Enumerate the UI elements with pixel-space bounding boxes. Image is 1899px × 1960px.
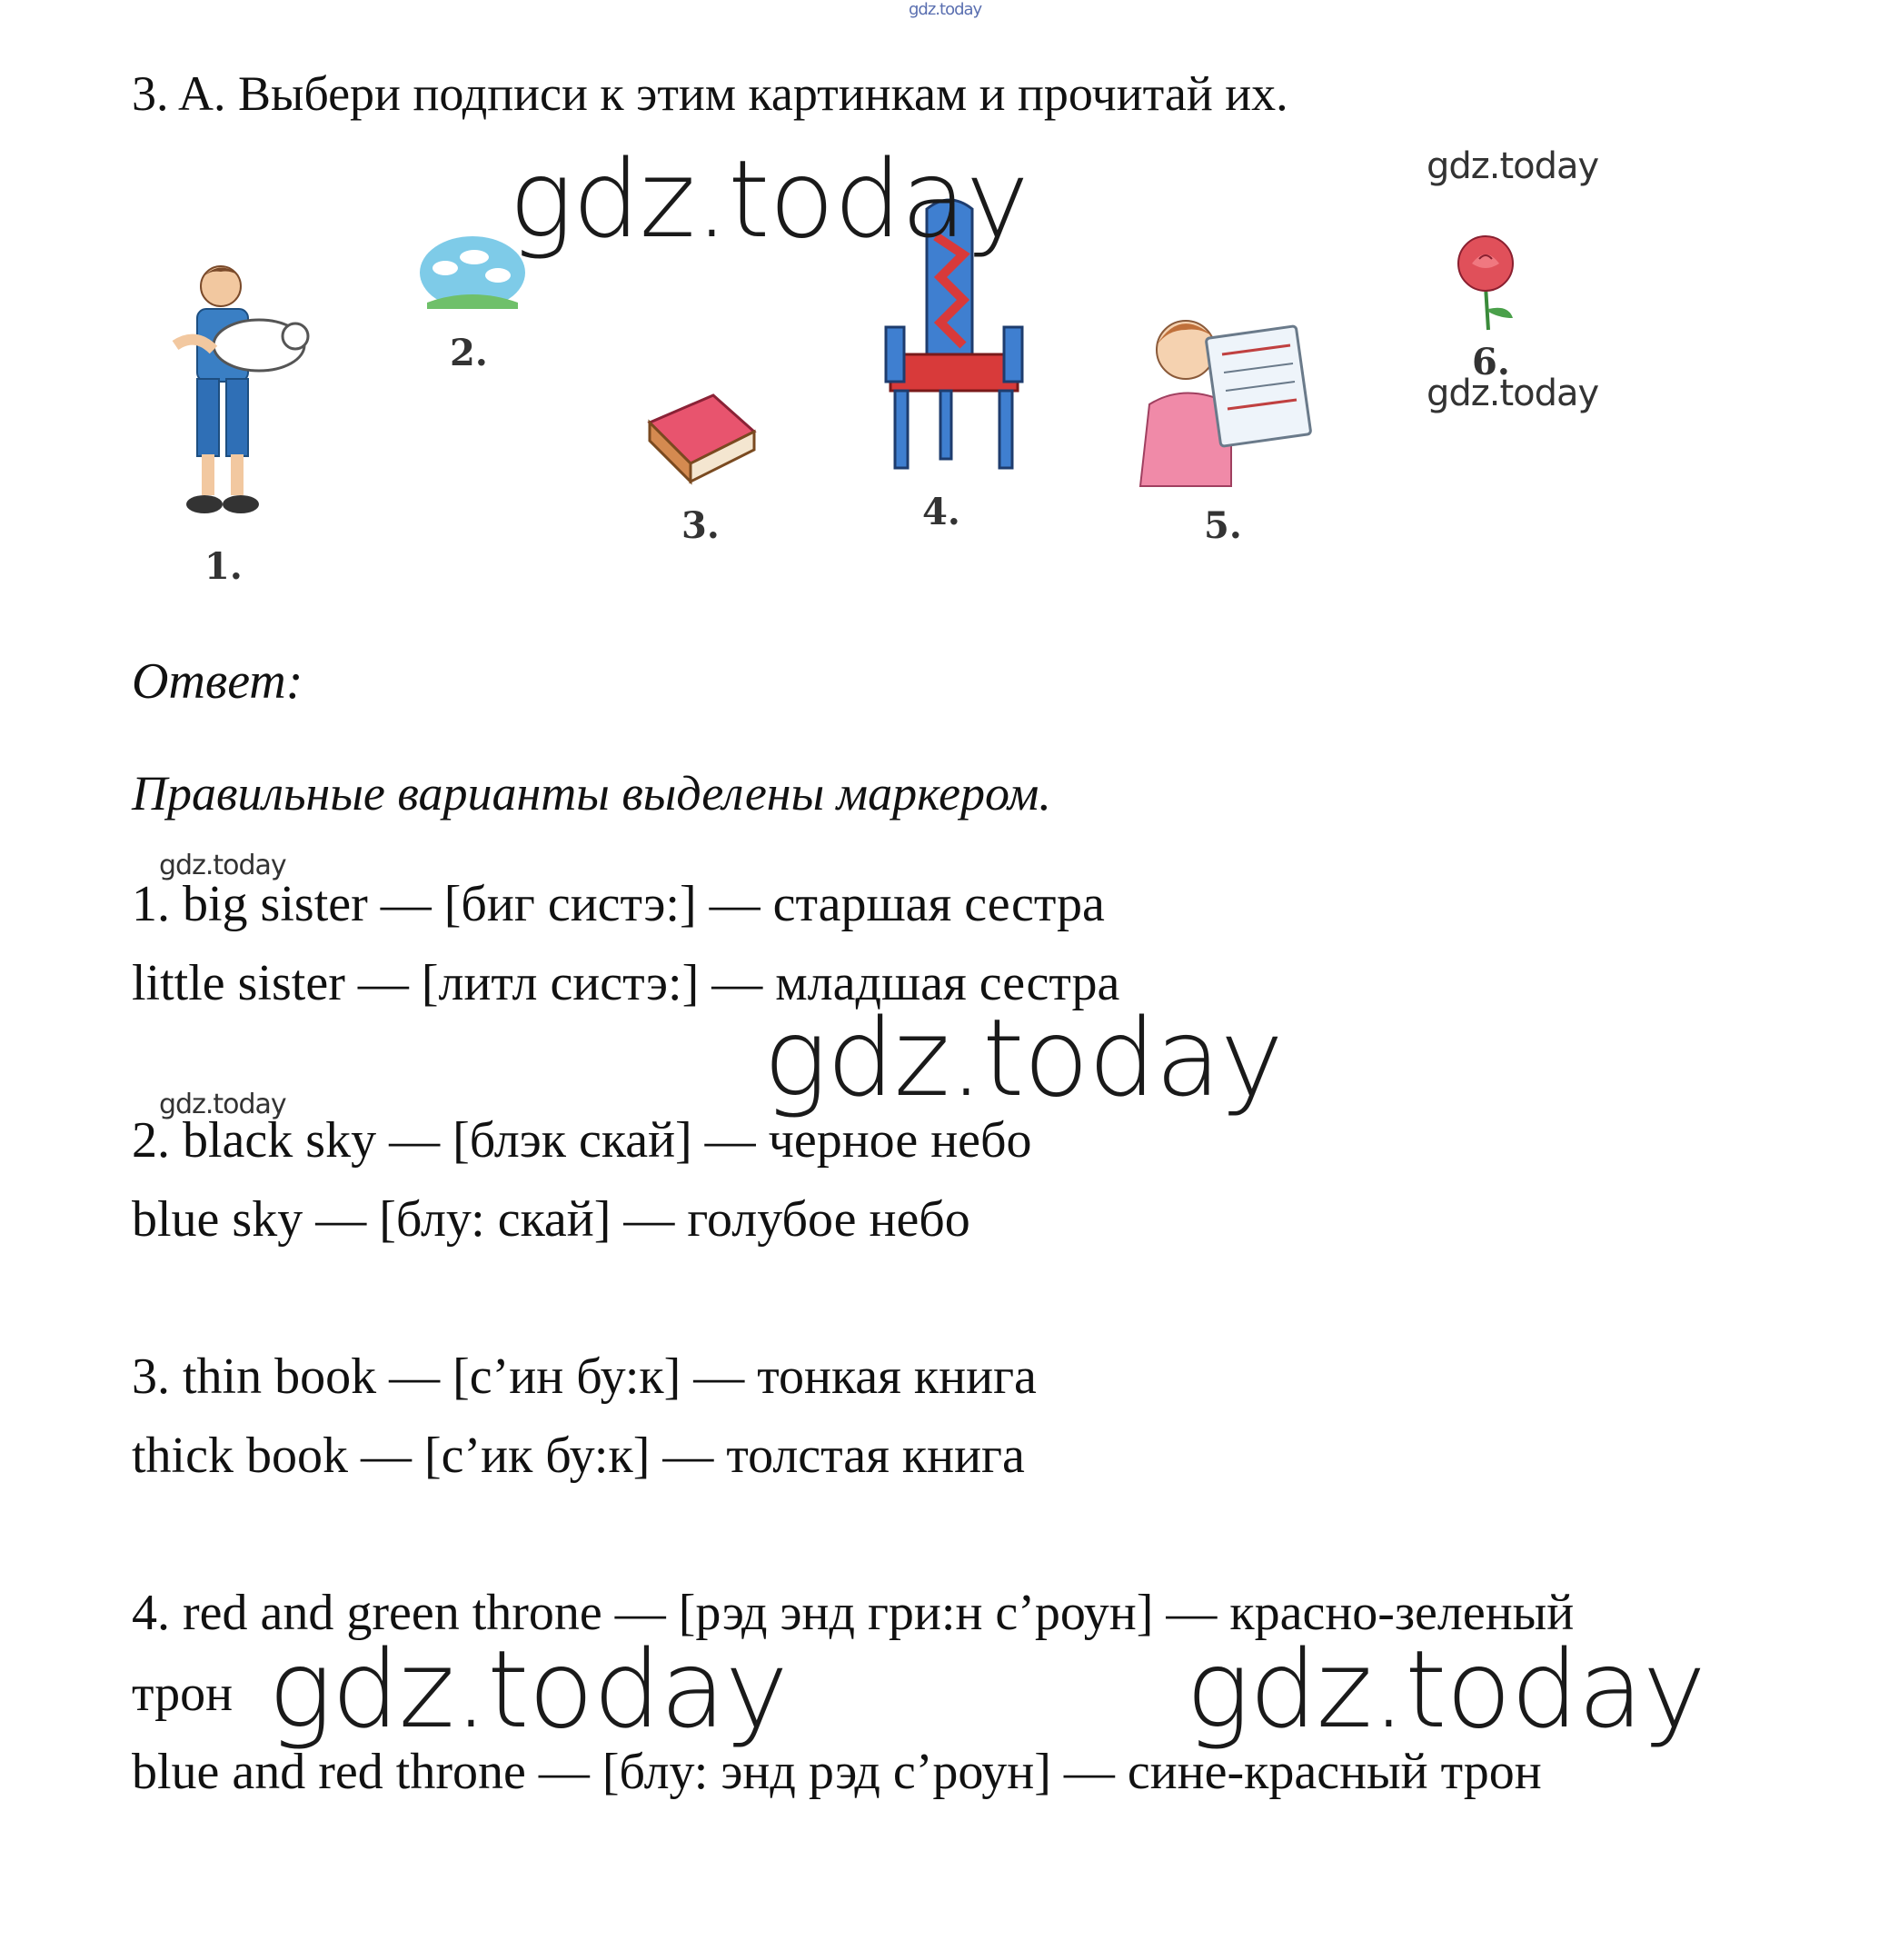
answer-line-9: blue and red throne — [блу: энд рэд с’роун] — сине-красный трон xyxy=(132,1744,1542,1800)
answer-line-6: thick book — [с’ик бу:к] — толстая книга xyxy=(132,1428,1025,1484)
picture-number-6: 6. xyxy=(1472,341,1510,383)
answer-line-7: 4. red and green throne — [рэд энд гри:н с’роун] — красно-зеленый xyxy=(132,1585,1575,1641)
watermark-big-1: gdz.today xyxy=(509,136,1029,262)
watermark-tiny-1: gdz.today xyxy=(159,850,286,881)
boy-with-sheep-icon xyxy=(150,259,313,541)
picture-number-5: 5. xyxy=(1204,504,1242,547)
watermark-top: gdz.today xyxy=(909,0,982,19)
picture-number-3: 3. xyxy=(681,504,720,547)
watermark-small-1: gdz.today xyxy=(1427,145,1599,187)
girl-with-paper-icon xyxy=(1131,304,1313,486)
answer-line-8: трон xyxy=(132,1666,234,1722)
book-icon xyxy=(645,386,759,486)
answer-note: Правильные варианты выделены маркером. xyxy=(132,766,1051,821)
watermark-big-3: gdz.today xyxy=(268,1627,788,1752)
picture-number-4: 4. xyxy=(922,491,960,533)
answer-line-4: blue sky — [блу: скай] — голубое небо xyxy=(132,1191,970,1248)
picture-number-2: 2. xyxy=(450,332,488,374)
answer-label: Ответ: xyxy=(132,653,303,710)
watermark-big-2: gdz.today xyxy=(763,995,1283,1120)
answer-line-2: little sister — [литл систэ:] — младшая сестра xyxy=(132,955,1120,1011)
watermark-tiny-2: gdz.today xyxy=(159,1089,286,1120)
answer-line-1: 1. big sister — [биг систэ:] — старшая сестра xyxy=(132,876,1105,932)
answer-line-3: 2. black sky — [блэк скай] — черное небо xyxy=(132,1112,1032,1169)
task-title: 3. A. Выбери подписи к этим картинкам и прочитай их. xyxy=(132,66,1288,121)
answer-line-5: 3. thin book — [с’ин бу:к] — тонкая книга xyxy=(132,1348,1037,1405)
rose-icon xyxy=(1445,232,1526,332)
watermark-big-4: gdz.today xyxy=(1186,1627,1705,1752)
picture-number-1: 1. xyxy=(204,545,243,588)
watermark-small-2: gdz.today xyxy=(1427,373,1599,414)
